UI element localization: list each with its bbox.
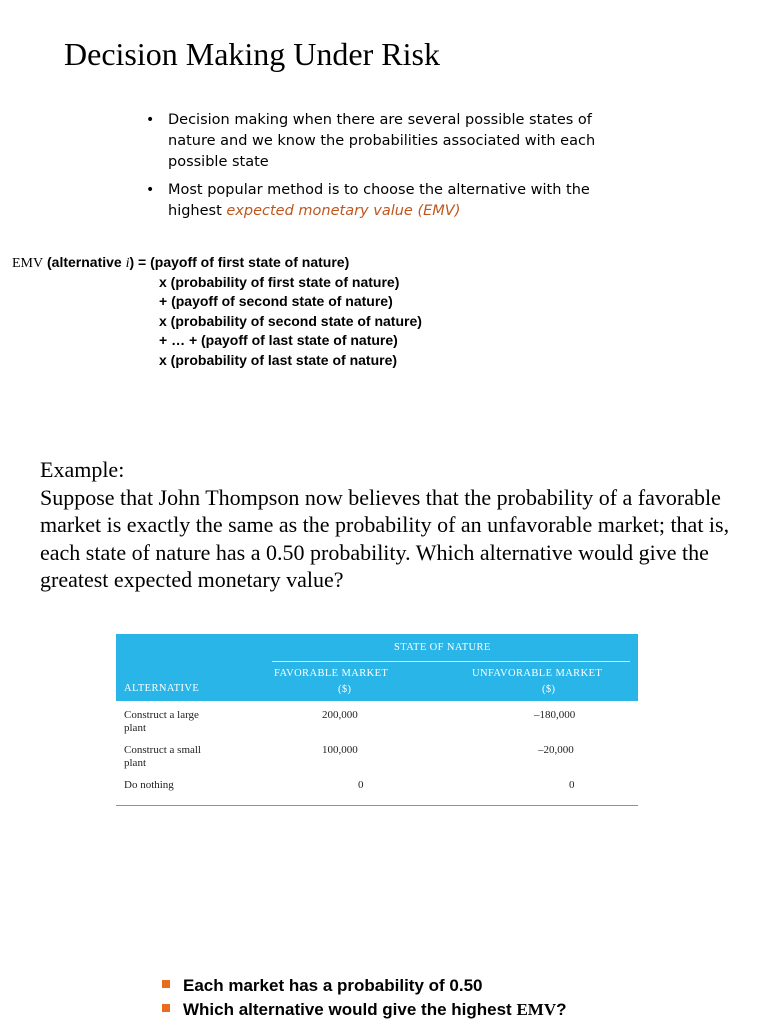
orange-square-bullet-icon bbox=[162, 980, 170, 988]
formula-alt: (alternative bbox=[43, 254, 126, 270]
orange-square-bullet-icon bbox=[162, 1004, 170, 1012]
unfavorable-cell: –180,000 bbox=[534, 709, 576, 721]
example-body: Suppose that John Thompson now believes that the probability of a favorable market is exactly the same as the probability of an unfavorable market; that is, each state of nature has a 0.50 probability. Which alternative would give the greatest expected monetary value? bbox=[40, 484, 730, 592]
alternative-cell: plant bbox=[124, 722, 146, 734]
example-block bbox=[40, 456, 730, 594]
summary-bullet bbox=[162, 974, 483, 998]
summary-question-mark: ? bbox=[556, 1000, 567, 1019]
example-heading: Example: bbox=[40, 457, 125, 482]
formula-line: x (probability of last state of nature) bbox=[159, 351, 398, 368]
table-body bbox=[116, 701, 638, 806]
favorable-header: FAVORABLE MARKET bbox=[274, 668, 389, 679]
summary-emv: EMV bbox=[516, 1000, 557, 1019]
formula-rest: ) = (payoff of first state of nature) bbox=[129, 254, 350, 270]
summary-bullet-text: Each market has a probability of 0.50 bbox=[183, 976, 483, 995]
alternative-header: ALTERNATIVE bbox=[124, 683, 200, 694]
unfavorable-header: UNFAVORABLE MARKET bbox=[472, 668, 603, 679]
page-title: Decision Making Under Risk bbox=[64, 36, 440, 72]
formula-first-line bbox=[12, 253, 349, 274]
favorable-unit: ($) bbox=[338, 684, 352, 695]
bullet-text bbox=[168, 180, 626, 222]
unfavorable-cell: 0 bbox=[569, 779, 575, 791]
summary-bullet bbox=[162, 998, 567, 1022]
formula-line: x (probability of second state of nature) bbox=[159, 312, 422, 329]
alternative-cell: Do nothing bbox=[124, 779, 174, 791]
table-header bbox=[116, 634, 638, 701]
formula-line: + … + (payoff of last state of nature) bbox=[159, 332, 398, 348]
formula-line: x (probability of first state of nature) bbox=[159, 273, 400, 290]
bullet-text-lead: Most popular method is to choose the alternative with the highest bbox=[168, 182, 590, 219]
alternative-cell: Construct a small bbox=[124, 744, 201, 756]
header-divider bbox=[272, 661, 630, 662]
formula-emv: EMV bbox=[12, 256, 44, 271]
bullet-text: Decision making when there are several possible states of nature and we know the probabilities associated with each possible state bbox=[168, 112, 596, 170]
unfavorable-unit: ($) bbox=[542, 684, 556, 695]
bullet-dot-icon: • bbox=[146, 112, 155, 128]
favorable-cell: 200,000 bbox=[322, 709, 358, 721]
summary-bullet-text: Which alternative would give the highest bbox=[183, 1000, 517, 1019]
alternative-cell: plant bbox=[124, 757, 146, 769]
payoff-table bbox=[116, 634, 638, 806]
bullet-dot-icon: • bbox=[146, 182, 155, 198]
favorable-cell: 100,000 bbox=[322, 744, 358, 756]
emv-emphasis: expected monetary value (EMV) bbox=[226, 203, 461, 219]
formula-line: + (payoff of second state of nature) bbox=[159, 293, 393, 309]
bullet-item bbox=[146, 110, 626, 173]
unfavorable-cell: –20,000 bbox=[538, 744, 574, 756]
favorable-cell: 0 bbox=[358, 779, 364, 791]
bullet-item bbox=[146, 180, 626, 222]
alternative-cell: Construct a large bbox=[124, 709, 199, 721]
formula-i: i bbox=[125, 256, 130, 271]
state-of-nature-header: STATE OF NATURE bbox=[394, 642, 491, 653]
